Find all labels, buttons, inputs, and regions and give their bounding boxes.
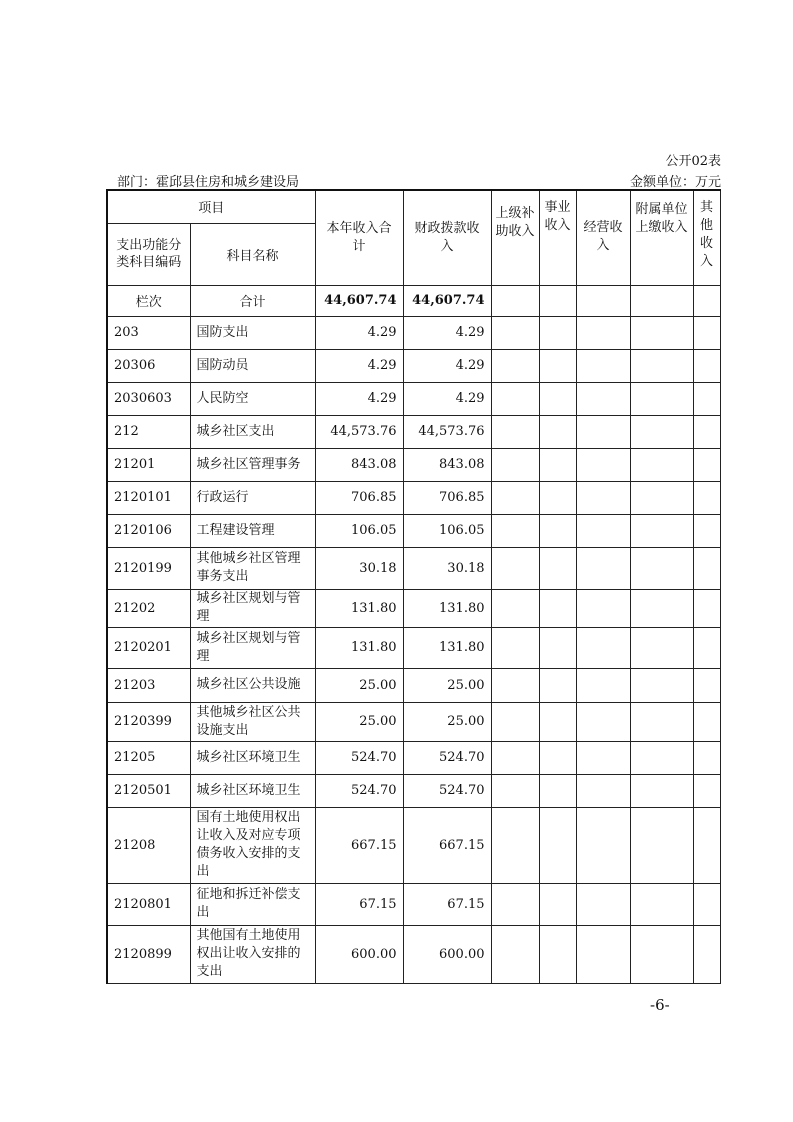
table-row [107, 883, 720, 925]
row-fiscal: 4.29 [403, 349, 491, 382]
row-name: 城乡社区环境卫生 [190, 741, 315, 774]
row-fiscal: 4.29 [403, 382, 491, 415]
row-name: 城乡社区公共设施 [190, 668, 315, 702]
amount-unit-label: 金额单位：万元 [629, 175, 721, 190]
row-code: 21208 [107, 807, 190, 883]
table-row [107, 349, 720, 382]
superior-subsidy-header: 上级补助收入 [491, 190, 539, 285]
row-fiscal: 524.70 [403, 741, 491, 774]
name-header: 科目名称 [190, 223, 315, 285]
row-code: 203 [107, 316, 190, 349]
row-code: 2120199 [107, 547, 190, 589]
total-row-total: 44,607.74 [315, 285, 403, 316]
row-total: 67.15 [315, 883, 403, 925]
row-code: 2120501 [107, 774, 190, 807]
total-income-header: 本年收入合计 [315, 190, 403, 285]
total-row-code: 栏次 [107, 285, 190, 316]
row-fiscal: 843.08 [403, 448, 491, 481]
row-name: 城乡社区规划与管理 [190, 627, 315, 668]
table-row [107, 668, 720, 702]
row-total: 30.18 [315, 547, 403, 589]
form-number: 公开02表 [665, 154, 721, 169]
row-code: 2120399 [107, 702, 190, 741]
project-header: 项目 [107, 190, 315, 223]
row-name: 国有土地使用权出让收入及对应专项债务收入安排的支出 [190, 807, 315, 883]
table-row [107, 481, 720, 514]
header-row-1 [107, 190, 720, 223]
table-row [107, 807, 720, 883]
table-row [107, 627, 720, 668]
income-table [106, 189, 721, 984]
row-code: 2120899 [107, 925, 190, 983]
row-code: 2120201 [107, 627, 190, 668]
row-total: 524.70 [315, 774, 403, 807]
row-total: 600.00 [315, 925, 403, 983]
row-fiscal: 706.85 [403, 481, 491, 514]
row-total: 25.00 [315, 668, 403, 702]
row-fiscal: 25.00 [403, 668, 491, 702]
row-total: 131.80 [315, 627, 403, 668]
total-row-fiscal: 44,607.74 [403, 285, 491, 316]
row-code: 20306 [107, 349, 190, 382]
row-fiscal: 131.80 [403, 589, 491, 627]
row-fiscal: 30.18 [403, 547, 491, 589]
row-name: 城乡社区管理事务 [190, 448, 315, 481]
table-row [107, 514, 720, 547]
table-row [107, 589, 720, 627]
table-row [107, 448, 720, 481]
row-name: 行政运行 [190, 481, 315, 514]
row-fiscal: 600.00 [403, 925, 491, 983]
affiliated-income-header: 附属单位上缴收入 [630, 190, 693, 285]
row-total: 44,573.76 [315, 415, 403, 448]
row-total: 4.29 [315, 382, 403, 415]
row-fiscal: 106.05 [403, 514, 491, 547]
row-code: 21202 [107, 589, 190, 627]
row-code: 21203 [107, 668, 190, 702]
table-row [107, 415, 720, 448]
row-fiscal: 67.15 [403, 883, 491, 925]
row-code: 2120106 [107, 514, 190, 547]
code-header: 支出功能分类科目编码 [107, 223, 190, 285]
row-name: 征地和拆迁补偿支出 [190, 883, 315, 925]
total-row-name: 合计 [190, 285, 315, 316]
row-total: 106.05 [315, 514, 403, 547]
row-name: 国防动员 [190, 349, 315, 382]
table-row [107, 382, 720, 415]
table-row [107, 741, 720, 774]
row-code: 2030603 [107, 382, 190, 415]
row-name: 其他城乡社区管理事务支出 [190, 547, 315, 589]
row-code: 21205 [107, 741, 190, 774]
total-row [107, 285, 720, 316]
operation-income-header: 经营收入 [576, 190, 630, 285]
page-number: -6- [650, 996, 670, 1014]
fiscal-income-header: 财政拨款收入 [403, 190, 491, 285]
table-row [107, 925, 720, 983]
row-total: 667.15 [315, 807, 403, 883]
row-code: 2120101 [107, 481, 190, 514]
row-code: 2120801 [107, 883, 190, 925]
row-total: 25.00 [315, 702, 403, 741]
row-name: 国防支出 [190, 316, 315, 349]
row-name: 城乡社区环境卫生 [190, 774, 315, 807]
row-name: 工程建设管理 [190, 514, 315, 547]
other-income-header: 其他收入 [693, 190, 720, 285]
row-fiscal: 44,573.76 [403, 415, 491, 448]
table-row [107, 774, 720, 807]
row-fiscal: 25.00 [403, 702, 491, 741]
row-total: 131.80 [315, 589, 403, 627]
row-name: 城乡社区支出 [190, 415, 315, 448]
row-total: 4.29 [315, 316, 403, 349]
row-fiscal: 524.70 [403, 774, 491, 807]
row-code: 21201 [107, 448, 190, 481]
row-code: 212 [107, 415, 190, 448]
row-fiscal: 667.15 [403, 807, 491, 883]
table-row [107, 316, 720, 349]
table-row [107, 702, 720, 741]
department-label: 部门：霍邱县住房和城乡建设局 [117, 175, 300, 190]
row-total: 843.08 [315, 448, 403, 481]
business-income-header: 事业收入 [539, 190, 576, 285]
row-total: 4.29 [315, 349, 403, 382]
row-total: 706.85 [315, 481, 403, 514]
row-name: 其他城乡社区公共设施支出 [190, 702, 315, 741]
row-fiscal: 131.80 [403, 627, 491, 668]
table-row [107, 547, 720, 589]
row-name: 其他国有土地使用权出让收入安排的支出 [190, 925, 315, 983]
row-name: 城乡社区规划与管理 [190, 589, 315, 627]
row-fiscal: 4.29 [403, 316, 491, 349]
row-total: 524.70 [315, 741, 403, 774]
row-name: 人民防空 [190, 382, 315, 415]
